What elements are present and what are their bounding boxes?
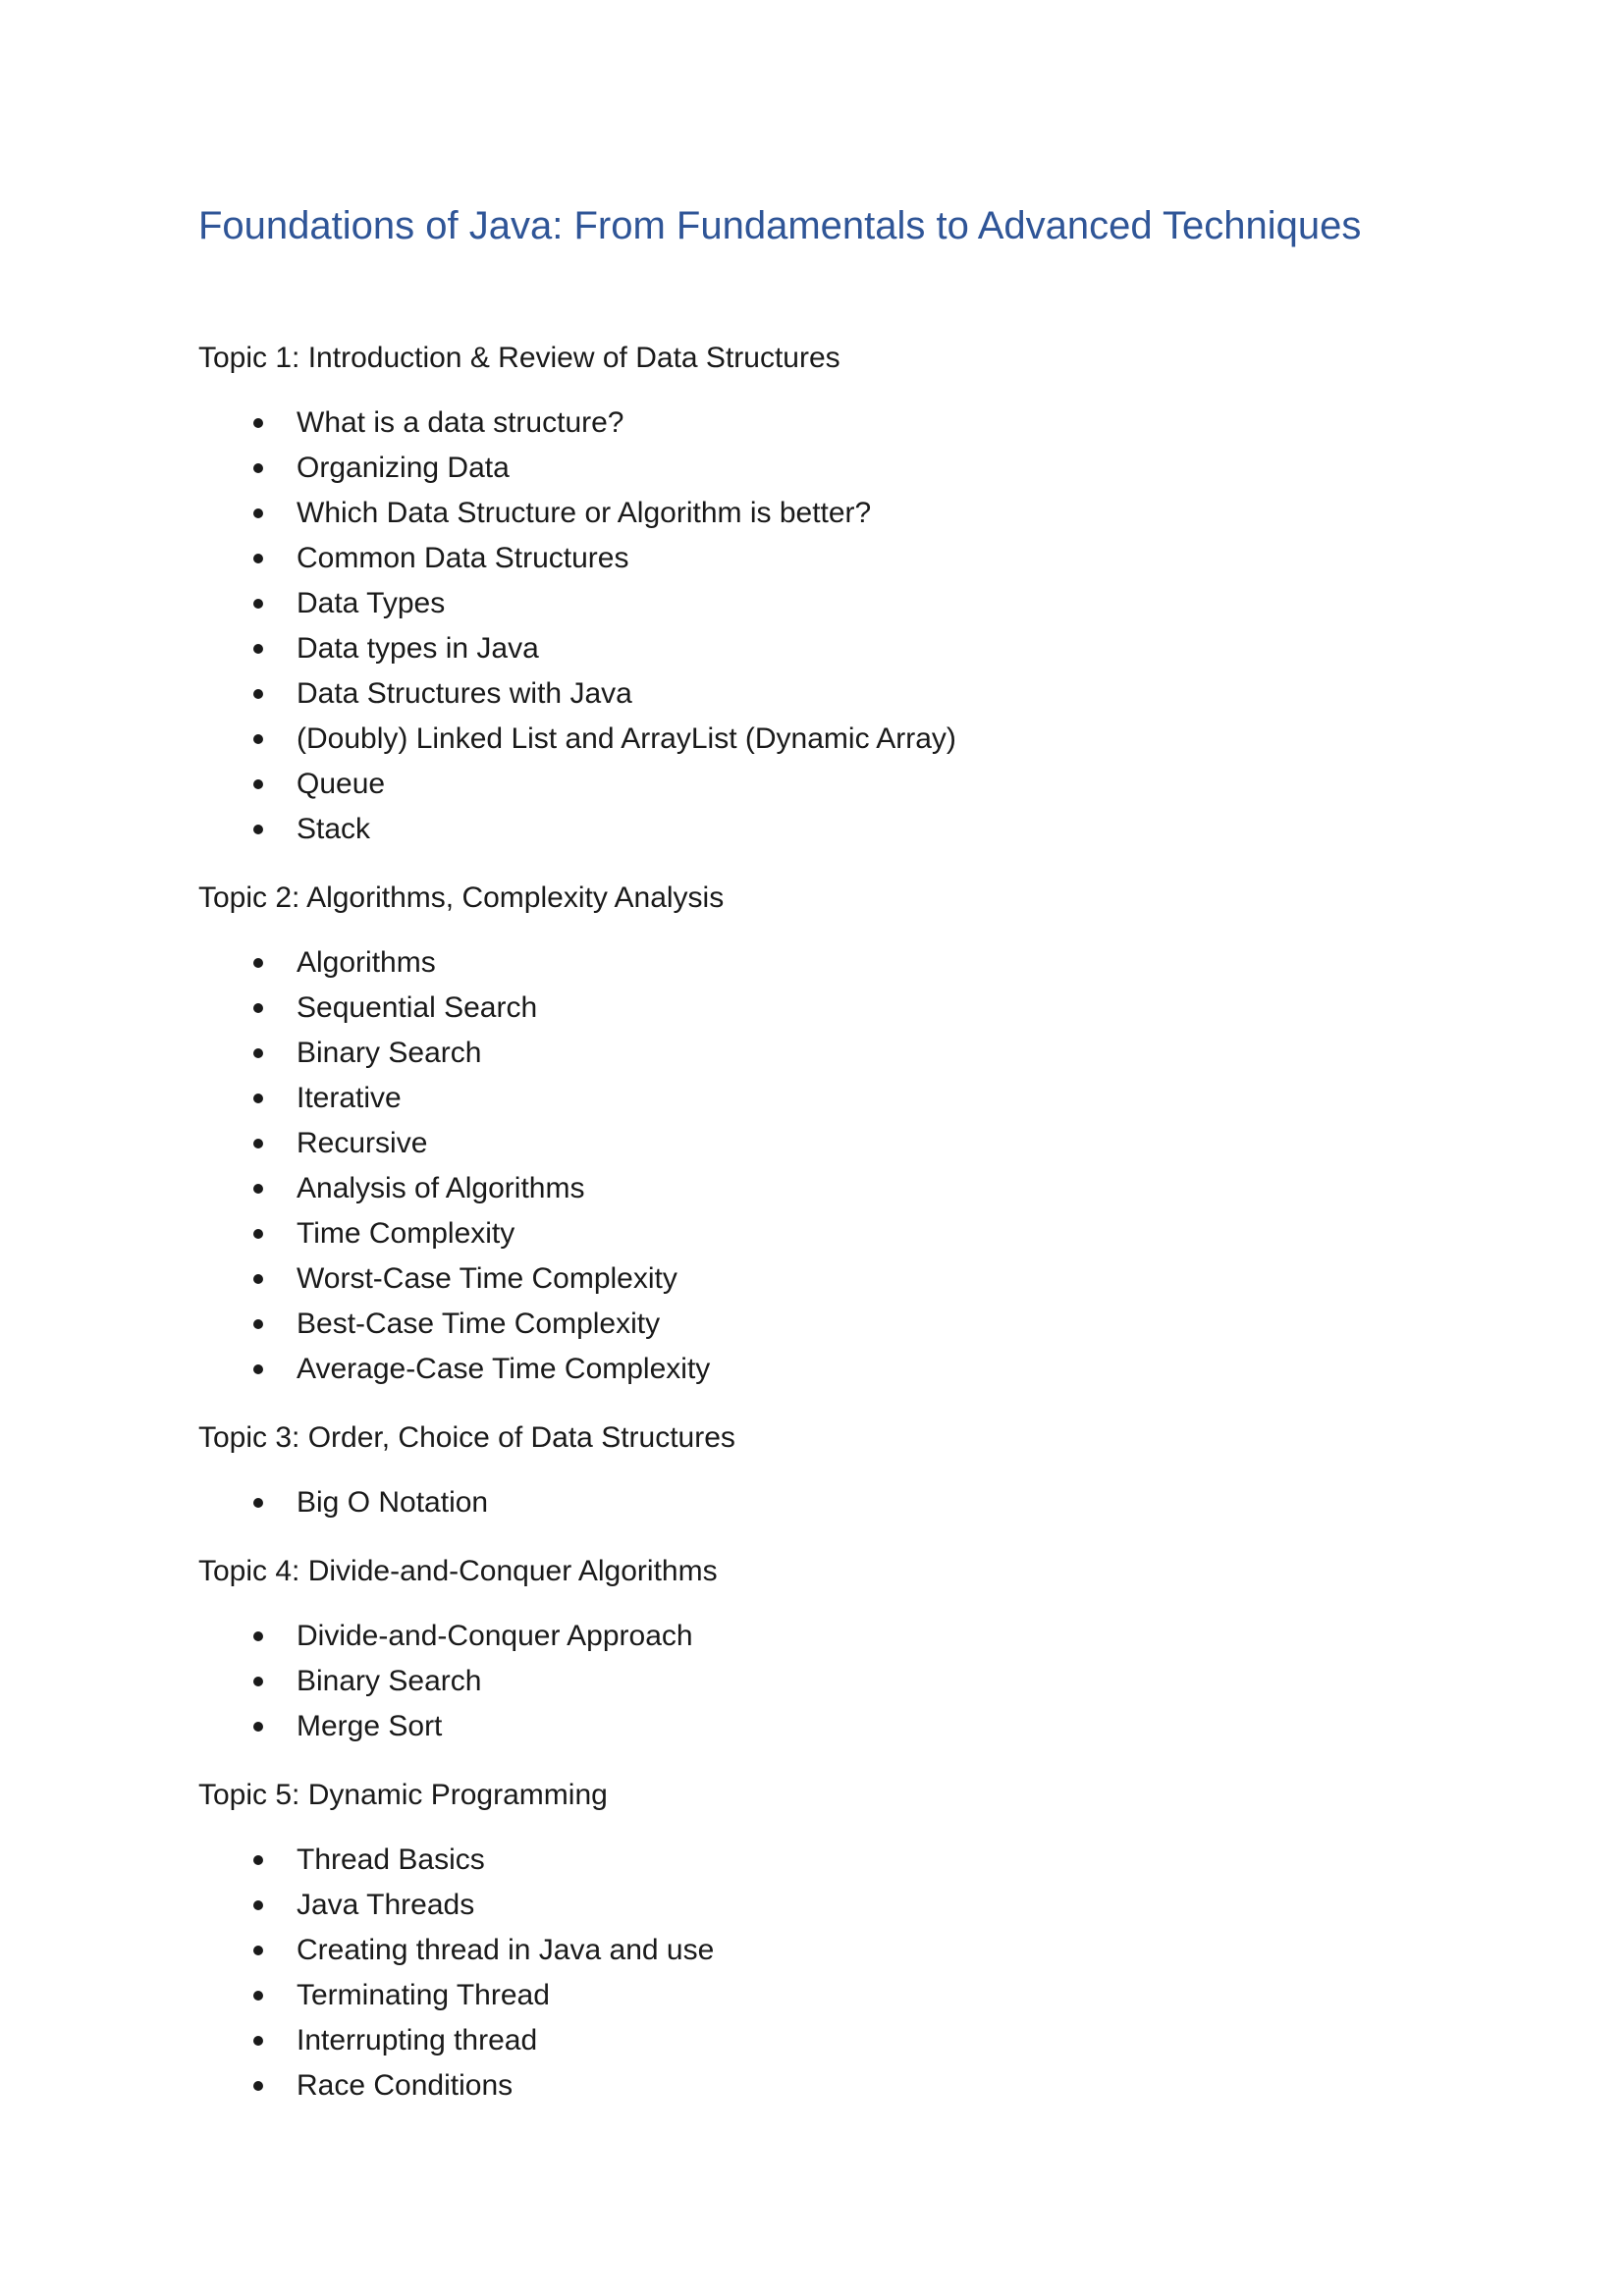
list-item-label: Best-Case Time Complexity [297, 1308, 661, 1340]
topic-item-list [198, 940, 1475, 1392]
topic-item-list [198, 1838, 1475, 2109]
bullet-icon [253, 644, 263, 654]
list-item-label: Worst-Case Time Complexity [297, 1262, 677, 1295]
bullet-icon [253, 1003, 263, 1013]
bullet-icon [253, 418, 263, 428]
bullet-icon [253, 1184, 263, 1194]
topic-section [198, 876, 1475, 1392]
bullet-icon [253, 734, 263, 744]
bullet-icon [253, 689, 263, 699]
list-item-label: Stack [297, 813, 371, 845]
list-item-label: Creating thread in Java and use [297, 1934, 715, 1966]
topic-section [198, 1415, 1475, 1525]
topic-heading: Topic 5: Dynamic Programming [198, 1779, 608, 1811]
list-item-label: Binary Search [297, 1665, 482, 1697]
list-item [198, 1031, 1475, 1076]
list-item [198, 1076, 1475, 1121]
list-item-label: Average-Case Time Complexity [297, 1353, 711, 1385]
topic-item-list [198, 1480, 1475, 1525]
list-item [198, 762, 1475, 807]
list-item-label: Which Data Structure or Algorithm is better? [297, 497, 872, 529]
list-item-label: Data Types [297, 587, 446, 619]
list-item-label: Iterative [297, 1082, 402, 1114]
bullet-icon [253, 1855, 263, 1865]
list-item [198, 1704, 1475, 1749]
list-item [198, 491, 1475, 536]
bullet-icon [253, 2081, 263, 2091]
bullet-icon [253, 779, 263, 789]
bullet-icon [253, 554, 263, 563]
bullet-icon [253, 1900, 263, 1910]
topic-heading: Topic 4: Divide-and-Conquer Algorithms [198, 1555, 718, 1587]
list-item [198, 671, 1475, 717]
list-item [198, 1659, 1475, 1704]
list-item [198, 581, 1475, 626]
list-item-label: Big O Notation [297, 1486, 489, 1519]
bullet-icon [253, 1498, 263, 1508]
bullet-icon [253, 463, 263, 473]
bullet-icon [253, 1048, 263, 1058]
list-item [198, 1614, 1475, 1659]
bullet-icon [253, 1319, 263, 1329]
list-item [198, 626, 1475, 671]
list-item-label: Sequential Search [297, 991, 538, 1024]
bullet-icon [253, 1229, 263, 1239]
list-item [198, 1347, 1475, 1392]
list-item [198, 717, 1475, 762]
list-item-label: Organizing Data [297, 452, 510, 484]
list-item [198, 986, 1475, 1031]
list-item-label: Race Conditions [297, 2069, 514, 2102]
list-item [198, 807, 1475, 852]
list-item [198, 2063, 1475, 2109]
list-item-label: Queue [297, 768, 386, 800]
bullet-icon [253, 1631, 263, 1641]
topic-section [198, 336, 1475, 852]
list-item [198, 400, 1475, 446]
bullet-icon [253, 1722, 263, 1732]
list-item-label: Thread Basics [297, 1843, 485, 1876]
list-item-label: Merge Sort [297, 1710, 443, 1742]
list-item [198, 2018, 1475, 2063]
list-item-label: Algorithms [297, 946, 436, 979]
list-item [198, 1480, 1475, 1525]
bullet-icon [253, 1364, 263, 1374]
list-item [198, 1838, 1475, 1883]
topic-heading: Topic 3: Order, Choice of Data Structures [198, 1421, 735, 1454]
list-item [198, 1256, 1475, 1302]
bullet-icon [253, 1139, 263, 1148]
bullet-icon [253, 508, 263, 518]
list-item [198, 1166, 1475, 1211]
bullet-icon [253, 1274, 263, 1284]
list-item [198, 1211, 1475, 1256]
bullet-icon [253, 1677, 263, 1686]
list-item [198, 940, 1475, 986]
bullet-icon [253, 599, 263, 609]
bullet-icon [253, 2036, 263, 2046]
document-title: Foundations of Java: From Fundamentals to Advanced Techniques [198, 204, 1362, 247]
list-item-label: Time Complexity [297, 1217, 515, 1250]
list-item [198, 1928, 1475, 1973]
bullet-icon [253, 825, 263, 834]
bullet-icon [253, 1094, 263, 1103]
bullet-icon [253, 958, 263, 968]
list-item-label: (Doubly) Linked List and ArrayList (Dynamic Array) [297, 722, 956, 755]
list-item-label: Interrupting thread [297, 2024, 538, 2056]
list-item-label: Binary Search [297, 1037, 482, 1069]
topic-section [198, 1773, 1475, 2109]
list-item [198, 1883, 1475, 1928]
topic-heading: Topic 2: Algorithms, Complexity Analysis [198, 881, 725, 914]
bullet-icon [253, 1946, 263, 1955]
list-item [198, 446, 1475, 491]
list-item-label: Recursive [297, 1127, 428, 1159]
topic-heading: Topic 1: Introduction & Review of Data Structures [198, 342, 840, 374]
list-item [198, 1973, 1475, 2018]
topic-item-list [198, 400, 1475, 852]
topic-sections [198, 336, 1475, 2132]
list-item-label: Terminating Thread [297, 1979, 550, 2011]
list-item-label: Data types in Java [297, 632, 539, 665]
list-item-label: Java Threads [297, 1889, 475, 1921]
list-item [198, 1302, 1475, 1347]
topic-section [198, 1549, 1475, 1749]
list-item-label: Common Data Structures [297, 542, 629, 574]
list-item-label: Analysis of Algorithms [297, 1172, 585, 1204]
list-item [198, 1121, 1475, 1166]
bullet-icon [253, 1991, 263, 2001]
topic-item-list [198, 1614, 1475, 1749]
list-item-label: Divide-and-Conquer Approach [297, 1620, 693, 1652]
list-item-label: Data Structures with Java [297, 677, 632, 710]
list-item-label: What is a data structure? [297, 406, 624, 439]
list-item [198, 536, 1475, 581]
